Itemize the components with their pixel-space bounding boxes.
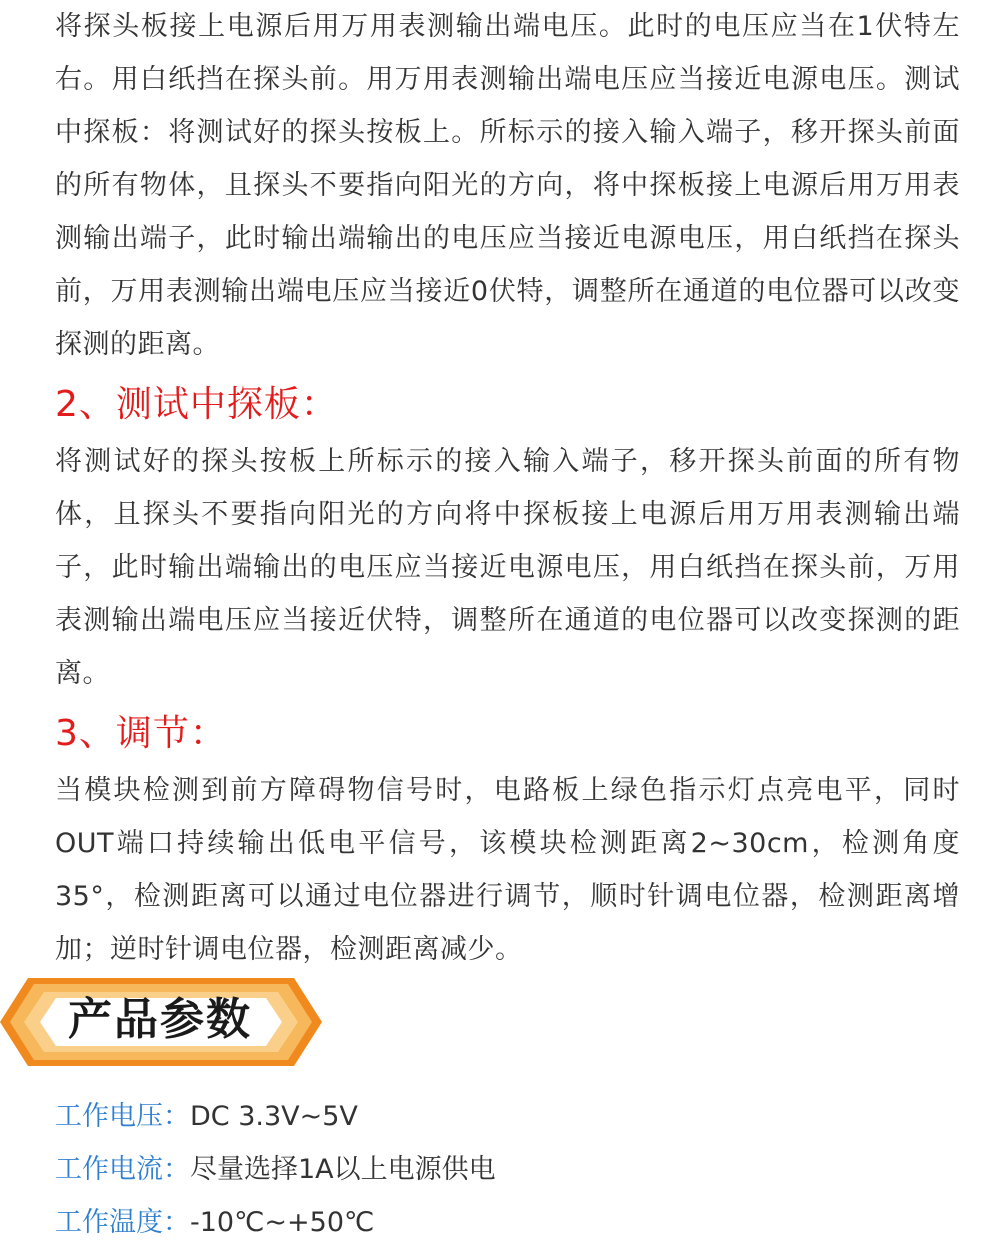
adjust-section-paragraph: 当模块检测到前方障碍物信号时，电路板上绿色指示灯点亮电平，同时OUT端口持续输出低电平信号，该模块检测距离2~30cm，检测角度35°，检测距离可以通过电位器进行调节，顺时针调电位器，检测距离增加；逆时针调电位器，检测距离减少。	[55, 775, 960, 965]
test-section-paragraph: 将测试好的探头按板上所标示的接入输入端子，移开探头前面的所有物体，且探头不要指向阳光的方向将中探板接上电源后用万用表测输出端子，此时输出端输出的电压应当接近电源电压，用白纸挡在探头前，万用表测输出端电压应当接近伏特，调整所在通道的电位器可以改变探测的距离。	[55, 446, 960, 689]
param-row-voltage	[55, 1090, 496, 1143]
param-row-current	[55, 1143, 496, 1196]
banner-title: 产品参数	[68, 994, 252, 1045]
test-section-heading: 2、测试中探板：	[55, 384, 338, 425]
document-body	[55, 0, 960, 976]
param-label: 工作电压：	[55, 1101, 190, 1132]
param-value: 尽量选择1A以上电源供电	[190, 1154, 496, 1185]
param-row-temperature	[55, 1196, 496, 1249]
param-label: 工作电流：	[55, 1154, 190, 1185]
param-value: DC 3.3V~5V	[190, 1101, 358, 1132]
param-value: -10℃~+50℃	[190, 1207, 375, 1238]
adjust-section-heading: 3、调节：	[55, 713, 227, 754]
params-list	[55, 1090, 496, 1249]
param-label: 工作温度：	[55, 1207, 190, 1238]
product-params-banner	[0, 978, 322, 1066]
intro-paragraph: 将探头板接上电源后用万用表测输出端电压。此时的电压应当在1伏特左右。用白纸挡在探头前。用万用表测输出端电压应当接近电源电压。测试中探板：将测试好的探头按板上。所标示的接入输入端子，移开探头前面的所有物体，且探头不要指向阳光的方向，将中探板接上电源后用万用表测输出端子，此时输出端输出的电压应当接近电源电压，用白纸挡在探头前，万用表测输出端电压应当接近0伏特，调整所在通道的电位器可以改变探测的距离。	[55, 11, 960, 360]
